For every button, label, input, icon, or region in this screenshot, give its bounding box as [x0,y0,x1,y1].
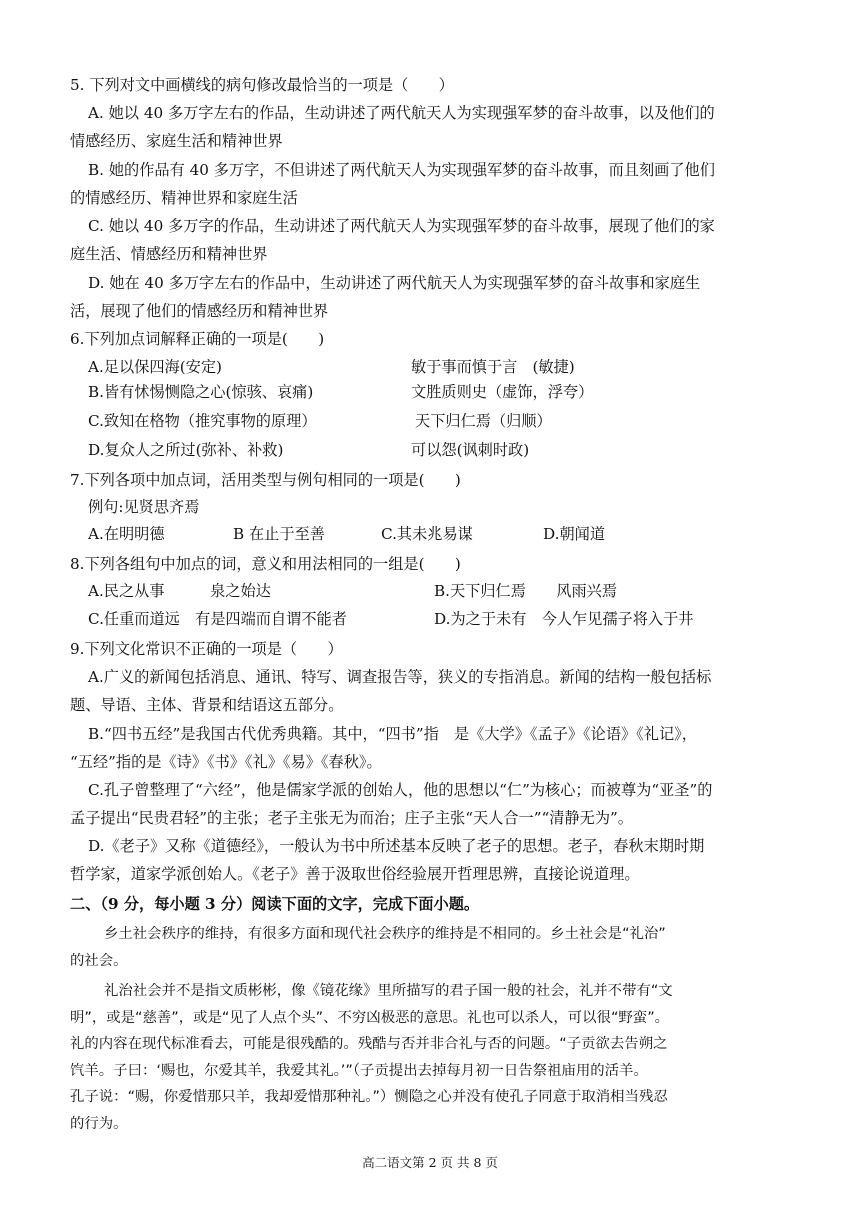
q8-option-d: D.为之于未有 今人乍见孺子将入于井 [434,610,694,628]
question-8-stem: 8.下列各组句中加点的词，意义和用法相同的一组是( ) [70,555,461,573]
q5-option-a-line1: A. 她以 40 多万字左右的作品，生动讲述了两代航天人为实现强军梦的奋斗故事，以及他们的 [88,104,715,122]
q5-option-d-line2: 活，展现了他们的情感经历和精神世界 [70,302,329,320]
q5-option-c-line1: C. 她以 40 多万字的作品，生动讲述了两代航天人为实现强军梦的奋斗故事，展现了他们的家 [88,217,715,235]
q6-option-c-left: C.致知在格物（推究事物的原理） [88,412,317,430]
q9-option-a-line1: A.广义的新闻包括消息、通讯、特写、调查报告等，狭义的专指消息。新闻的结构一般包括标 [88,668,712,686]
passage-p2-line2: 明”，或是“慈善”，或是“见了人点个头”、不穷凶极恶的意思。礼也可以杀人，可以很“野蛮”。 [70,1010,670,1026]
q6-option-b-left: B.皆有怵惕恻隐之心(惊骇、哀痛) [88,383,314,401]
q9-option-b-line2: “五经”指的是《诗》《书》《礼》《易》《春秋》。 [70,753,382,771]
passage-p2-line4: 饩羊。子曰：‘赐也，尔爱其羊，我爱其礼。’”（子贡提出去掉每月初一日告祭祖庙用的活羊。 [70,1063,648,1079]
q6-option-d-left: D.复众人之所过(弥补、补救) [88,441,284,459]
q9-option-a-line2: 题、导语、主体、背景和结语这五部分。 [70,696,344,714]
q9-option-d-line2: 哲学家，道家学派创始人。《老子》善于汲取世俗经验展开哲理思辨，直接论说道理。 [70,865,640,883]
q7-example: 例句:见贤思齐焉 [88,498,200,516]
q6-option-c-right: 天下归仁焉（归顺） [415,412,552,430]
q5-option-b-line2: 的情感经历、精神世界和家庭生活 [70,189,298,207]
passage-p2-line6: 的行为。 [70,1116,128,1132]
q9-option-d-line1: D.《老子》又称《道德经》，一般认为书中所述基本反映了老子的思想。老子，春秋末期时期 [88,837,705,855]
q8-option-a: A.民之从事 泉之始达 [88,582,271,600]
q5-option-b-line1: B. 她的作品有 40 多万字，不但讲述了两代航天人为实现强军梦的奋斗故事，而且刻画了他们 [88,161,715,179]
question-7-stem: 7.下列各项中加点词，活用类型与例句相同的一项是( ) [70,471,461,489]
section-2-heading: 二、（9 分，每小题 3 分）阅读下面的文字，完成下面小题。 [70,895,480,913]
q9-option-b-line1: B.“四书五经”是我国古代优秀典籍。其中，“四书”指 是《大学》《孟子》《论语》《礼记》， [88,725,697,743]
page-footer: 高二语文第 2 页 共 8 页 [362,1155,498,1170]
q7-option-b: B 在止于至善 [233,525,325,543]
q7-option-a: A.在明明德 [88,525,165,543]
passage-p1-line1: 乡土社会秩序的维持，有很多方面和现代社会秩序的维持是不相同的。乡土社会是“礼治” [104,926,666,942]
passage-p2-line5: 孔子说：“赐，你爱惜那只羊，我却爱惜那种礼。”）恻隐之心并没有使孔子同意于取消相当残忍 [70,1089,668,1105]
q8-option-b: B.天下归仁焉 风雨兴焉 [434,582,618,600]
q6-option-a-left: A.足以保四海(安定) [88,358,222,376]
q9-option-c-line2: 孟子提出“民贵君轻”的主张；老子主张无为而治；庄子主张“天人合一”“清静无为”。 [70,809,633,827]
q7-option-c: C.其未兆易谋 [381,525,473,543]
q5-option-a-line2: 情感经历、家庭生活和精神世界 [70,132,283,150]
q7-option-d: D.朝闻道 [543,525,606,543]
q9-option-c-line1: C.孔子曾整理了“六经”，他是儒家学派的创始人，他的思想以“仁”为核心；而被尊为“亚圣”的 [88,781,713,799]
passage-p2-line3: 礼的内容在现代标准看去，可能是很残酷的。残酷与否并非合礼与否的问题。“子贡欲去告朔之 [70,1036,668,1052]
question-6-stem: 6.下列加点词解释正确的一项是( ) [70,330,325,348]
question-5-stem: 5. 下列对文中画横线的病句修改最恰当的一项是（ ） [70,76,454,94]
q6-option-b-right: 文胜质则史（虚饰，浮夸） [411,383,594,401]
q8-option-c: C.任重而道远 有是四端而自谓不能者 [88,610,347,628]
q5-option-d-line1: D. 她在 40 多万字左右的作品中，生动讲述了两代航天人为实现强军梦的奋斗故事和家庭生 [88,274,701,292]
q6-option-a-right: 敏于事而慎于言 (敏捷) [411,358,575,376]
passage-p2-line1: 礼治社会并不是指文质彬彬，像《镜花缘》里所描写的君子国一般的社会，礼并不带有“文 [104,983,673,999]
q6-option-d-right: 可以怨(讽刺时政) [411,441,530,459]
passage-p1-line2: 的社会。 [70,953,128,969]
q5-option-c-line2: 庭生活、情感经历和精神世界 [70,245,268,263]
question-9-stem: 9.下列文化常识不正确的一项是（ ） [70,640,343,658]
